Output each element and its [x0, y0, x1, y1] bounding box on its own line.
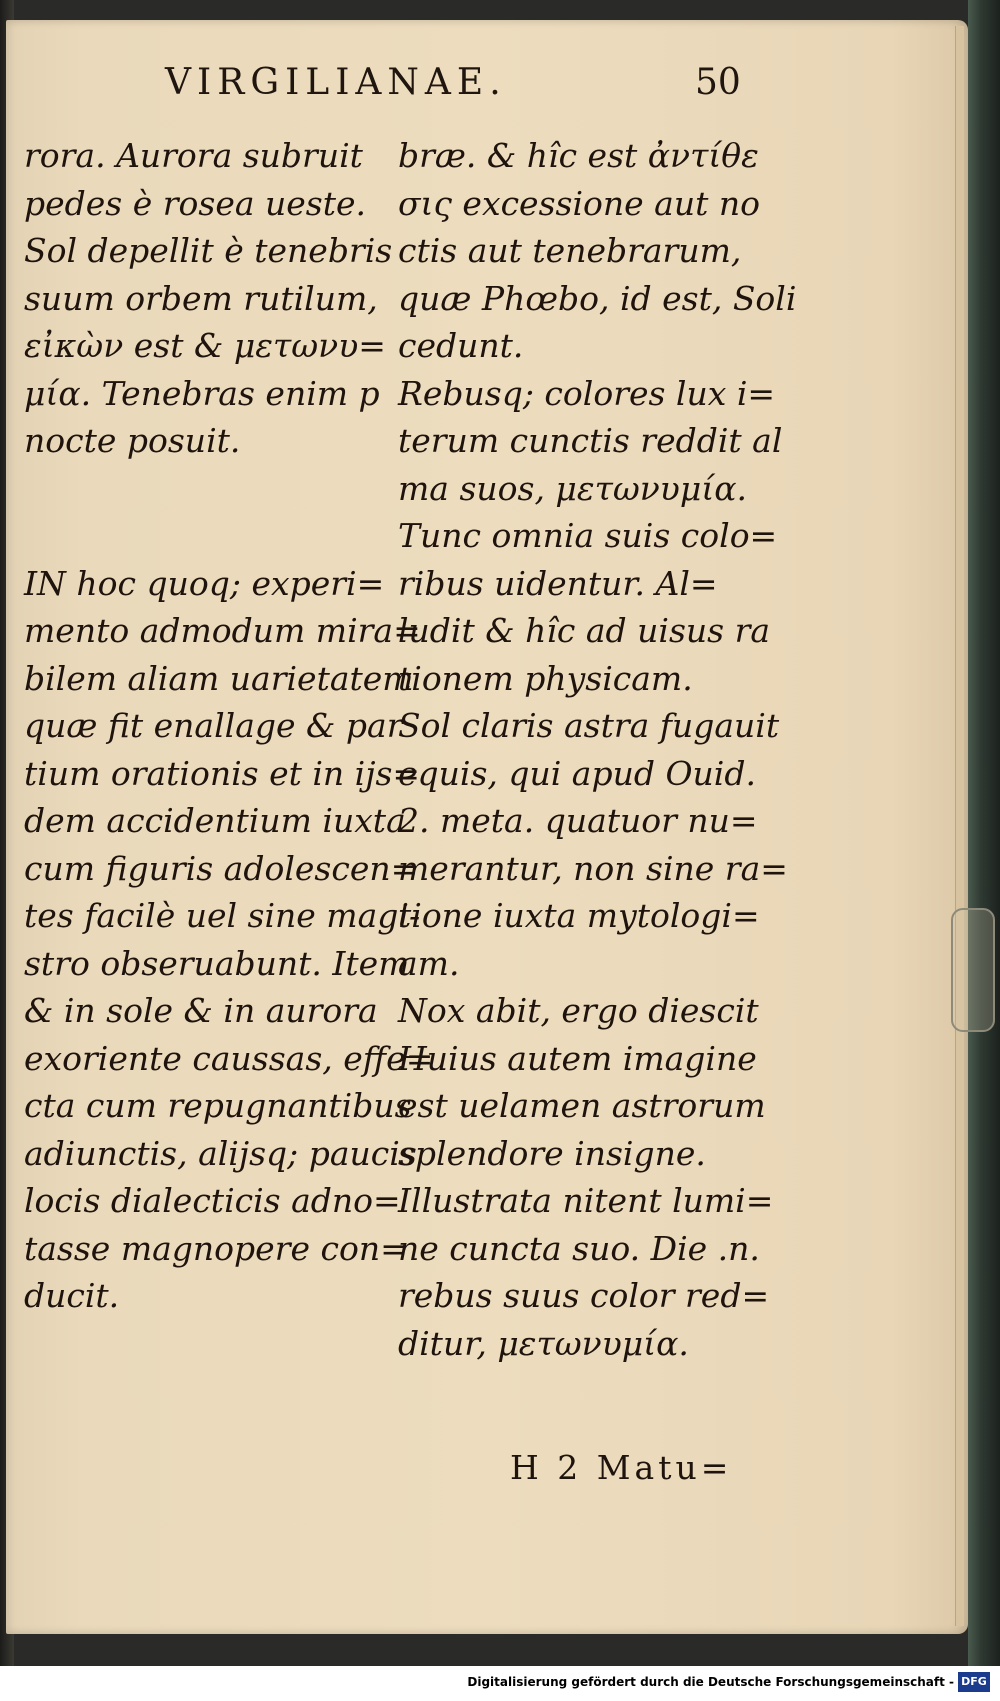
text-line: terum cunctis reddit al: [398, 421, 783, 460]
text-line: σις excessione aut no: [398, 183, 760, 223]
folio-number: 50: [695, 62, 741, 103]
text-line: dem accidentium iuxta: [24, 801, 406, 840]
text-line: bræ. & hîc est ἀντίθε: [398, 136, 759, 175]
text-line: & in sole & in aurora: [24, 991, 378, 1030]
text-line: Nox abit, ergo diescit: [398, 991, 759, 1030]
text-line: 2. meta. quatuor nu=: [398, 801, 758, 840]
text-line: locis dialecticis adno=: [24, 1181, 401, 1220]
text-line: cta cum repugnantibus: [24, 1086, 412, 1125]
text-line: μία. Tenebras enim p: [24, 373, 380, 413]
text-line: ma suos, μετωνυμία.: [398, 468, 748, 508]
text-line: cum figuris adolescen=: [24, 848, 419, 888]
text-line: stro obseruabunt. Item: [24, 943, 410, 983]
text-line: est uelamen astrorum: [398, 1086, 766, 1125]
text-line: ducit.: [24, 1276, 120, 1315]
running-title: VIRGILIANAE.: [165, 62, 507, 103]
right-text-column: [398, 132, 797, 1367]
text-line: IN hoc quoq; experi=: [24, 563, 385, 603]
text-line: exoriente caussas, effe=: [24, 1038, 434, 1078]
text-line: tes facilè uel sine magi-: [24, 896, 421, 935]
text-line: bilem aliam uarietatem: [24, 658, 414, 698]
text-line: am.: [398, 943, 460, 983]
text-line: Rebusq; colores lux i=: [398, 373, 776, 413]
clasp-shadow: [951, 908, 995, 1032]
text-line: mento admodum mira=: [24, 611, 421, 650]
text-line: merantur, non sine ra=: [398, 848, 788, 888]
left-text-column: [24, 132, 434, 1320]
text-line: tione iuxta mytologi=: [398, 896, 760, 935]
text-line: tium orationis et in ijs=: [24, 753, 421, 793]
text-line: ribus uidentur. Al=: [398, 563, 718, 603]
text-line: cedunt.: [398, 326, 524, 365]
text-line: ludit & hîc ad uisus ra: [398, 611, 771, 650]
catchword: H 2 Matu=: [510, 1448, 733, 1487]
text-line: Sol claris astra fugauit: [398, 706, 780, 745]
book-cover-edge: [968, 0, 1000, 1666]
text-line: equis, qui apud Ouid.: [398, 753, 756, 793]
funding-credit: Digitalisierung gefördert durch die Deutsche Forschungsgemeinschaft -: [467, 1675, 954, 1689]
text-line: rora. Aurora subruit: [24, 136, 363, 175]
text-line: tasse magnopere con=: [24, 1228, 408, 1268]
text-line: nocte posuit.: [24, 421, 241, 460]
text-line: pedes è rosea ueste.: [24, 183, 367, 223]
text-line: Huius autem imagine: [398, 1038, 757, 1078]
text-line: εἰκὼν est & μετωνυ=: [24, 326, 386, 365]
text-line: Illustrata nitent lumi=: [398, 1181, 774, 1220]
page-fore-edge: [955, 26, 964, 1626]
text-line: splendore insigne.: [398, 1133, 706, 1173]
dfg-logo: DFG: [958, 1672, 990, 1692]
text-line: ditur, μετωνυμία.: [398, 1323, 689, 1363]
text-line: quæ Phœbo, id est, Soli: [398, 278, 797, 318]
text-line: Sol depellit è tenebris: [24, 231, 393, 270]
digitization-footer: [0, 1666, 1000, 1701]
page-header: [165, 62, 765, 122]
text-line: Tunc omnia suis colo=: [398, 516, 778, 555]
text-line: adiunctis, alijsq; paucis: [24, 1133, 417, 1173]
text-line: [24, 465, 404, 513]
text-line: quæ fit enallage & par: [24, 706, 403, 745]
text-line: ctis aut tenebrarum,: [398, 231, 742, 270]
text-line: [24, 512, 404, 560]
text-line: ne cuncta suo. Die .n.: [398, 1228, 760, 1268]
text-line: suum orbem rutilum,: [24, 278, 378, 318]
text-line: rebus suus color red=: [398, 1276, 770, 1315]
text-line: tionem physicam.: [398, 658, 693, 698]
